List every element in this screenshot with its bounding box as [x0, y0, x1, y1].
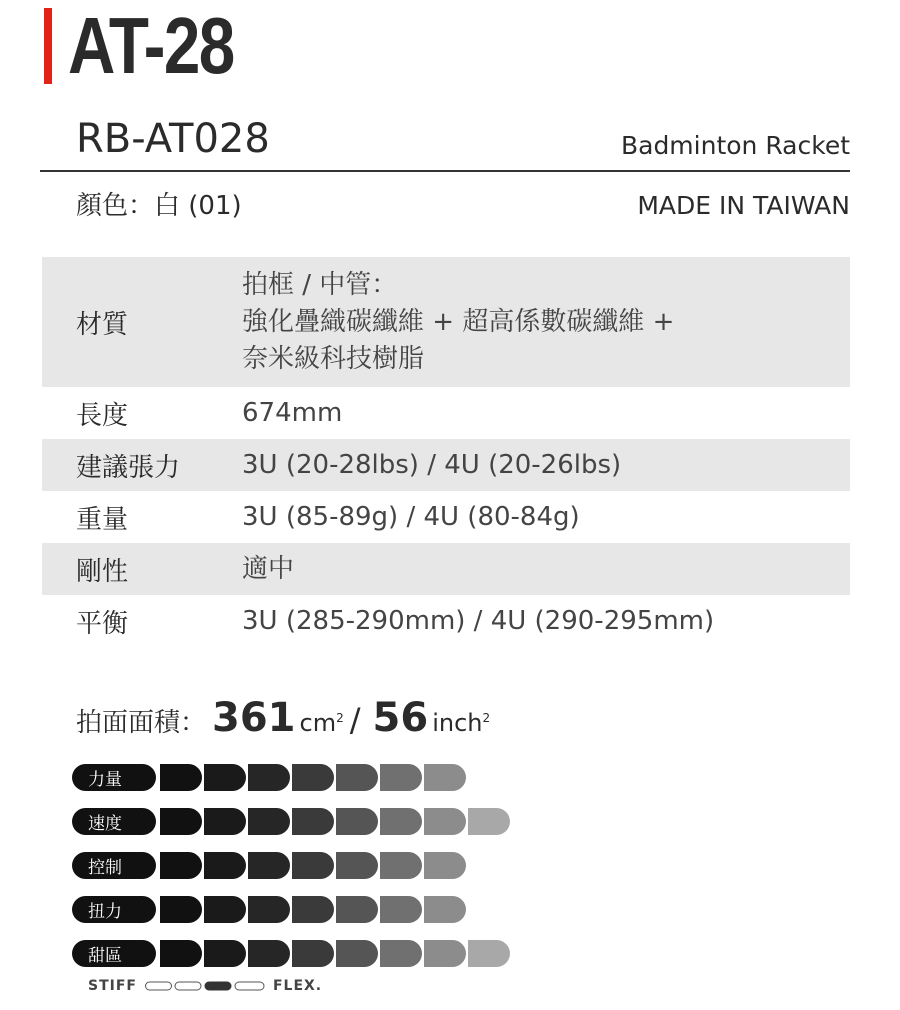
rating-segment — [336, 852, 378, 879]
spec-value-line: 674mm — [242, 397, 343, 428]
spec-value-line: 3U (285-290mm) / 4U (290-295mm) — [242, 605, 715, 636]
rating-segment — [292, 852, 334, 879]
spec-value-line: 3U (20-28lbs) / 4U (20-26lbs) — [242, 449, 622, 480]
rating-segment — [292, 808, 334, 835]
spec-value-line: 拍框 / 中管： — [242, 269, 398, 300]
spec-value — [242, 447, 621, 484]
rating-segment — [160, 852, 202, 879]
rating-segment — [336, 764, 378, 791]
rating-segment — [160, 896, 202, 923]
rating-label: 甜區 — [72, 940, 156, 967]
origin-label: MADE IN TAIWAN — [637, 191, 850, 220]
spec-label: 剛性 — [76, 556, 129, 587]
rating-segment — [160, 764, 202, 791]
rating-label: 扭力 — [72, 896, 156, 923]
spec-row — [42, 387, 850, 439]
spec-value-line: 適中 — [242, 553, 295, 584]
rating-segment — [336, 896, 378, 923]
rating-segment — [248, 896, 290, 923]
rating-segment — [424, 764, 466, 791]
rating-segment — [468, 808, 510, 835]
spec-value — [242, 395, 342, 432]
rating-segment — [424, 808, 466, 835]
rating-segment — [380, 852, 422, 879]
spec-label: 材質 — [76, 309, 129, 340]
flex-scale — [88, 978, 322, 994]
model-title: AT-28 — [68, 1, 234, 90]
rating-segment — [204, 808, 246, 835]
rating-segment — [160, 808, 202, 835]
rating-segment — [292, 764, 334, 791]
rating-row — [72, 896, 510, 923]
rating-segment — [248, 852, 290, 879]
rating-row — [72, 808, 510, 835]
rating-segment — [424, 896, 466, 923]
rating-segment — [380, 808, 422, 835]
spec-row — [42, 439, 850, 491]
spec-value — [242, 551, 294, 588]
spec-label: 建議張力 — [76, 452, 181, 483]
rating-row — [72, 940, 510, 967]
rating-segment — [424, 940, 466, 967]
rating-label: 力量 — [72, 764, 156, 791]
flex-scale-track — [145, 981, 265, 991]
product-code: RB-AT028 — [76, 116, 270, 162]
face-area-inch-value: 56 — [372, 695, 429, 741]
rating-segment — [380, 764, 422, 791]
face-area-inch-unit: inch$^2$ — [432, 709, 491, 737]
rating-segment — [204, 940, 246, 967]
spec-value-line: 強化疊織碳纖維 + 超高係數碳纖維 + — [242, 306, 675, 337]
rating-label: 速度 — [72, 808, 156, 835]
spec-value-line: 奈米級科技樹脂 — [242, 343, 425, 374]
rating-segment — [248, 764, 290, 791]
spec-table — [42, 257, 850, 647]
rating-segment — [380, 940, 422, 967]
header-divider — [40, 170, 850, 172]
spec-value-line: 3U (85-89g) / 4U (80-84g) — [242, 501, 580, 532]
spec-row — [42, 257, 850, 387]
rating-row — [72, 852, 510, 879]
rating-segment — [292, 896, 334, 923]
accent-bar — [44, 8, 52, 84]
flex-scale-flex-label: FLEX. — [272, 978, 323, 994]
spec-label: 平衡 — [76, 608, 129, 639]
face-area-label: 拍面面積： — [76, 708, 207, 738]
rating-chart — [72, 764, 510, 984]
face-area — [76, 695, 490, 741]
spec-row — [42, 595, 850, 647]
spec-row — [42, 491, 850, 543]
rating-segment — [380, 896, 422, 923]
spec-value — [242, 267, 674, 378]
rating-label: 控制 — [72, 852, 156, 879]
rating-segment — [204, 764, 246, 791]
spec-value — [242, 499, 580, 536]
rating-segment — [248, 808, 290, 835]
face-area-cm-unit: $cm^2$ — [299, 709, 344, 737]
spec-value — [242, 603, 714, 640]
face-area-cm-value: 361 — [212, 695, 296, 741]
rating-row — [72, 764, 510, 791]
rating-segment — [468, 940, 510, 967]
rating-segment — [292, 940, 334, 967]
rating-segment — [336, 940, 378, 967]
rating-segment — [424, 852, 466, 879]
face-area-separator: / — [349, 701, 361, 739]
spec-label: 長度 — [76, 400, 129, 431]
rating-segment — [336, 808, 378, 835]
rating-segment — [204, 852, 246, 879]
rating-segment — [160, 940, 202, 967]
product-type: Badminton Racket — [620, 131, 850, 160]
color-label: 顏色：白 (01) — [76, 191, 242, 221]
rating-segment — [204, 896, 246, 923]
spec-row — [42, 543, 850, 595]
spec-label: 重量 — [76, 504, 129, 535]
rating-segment — [248, 940, 290, 967]
flex-scale-stiff-label: STIFF — [88, 978, 137, 994]
